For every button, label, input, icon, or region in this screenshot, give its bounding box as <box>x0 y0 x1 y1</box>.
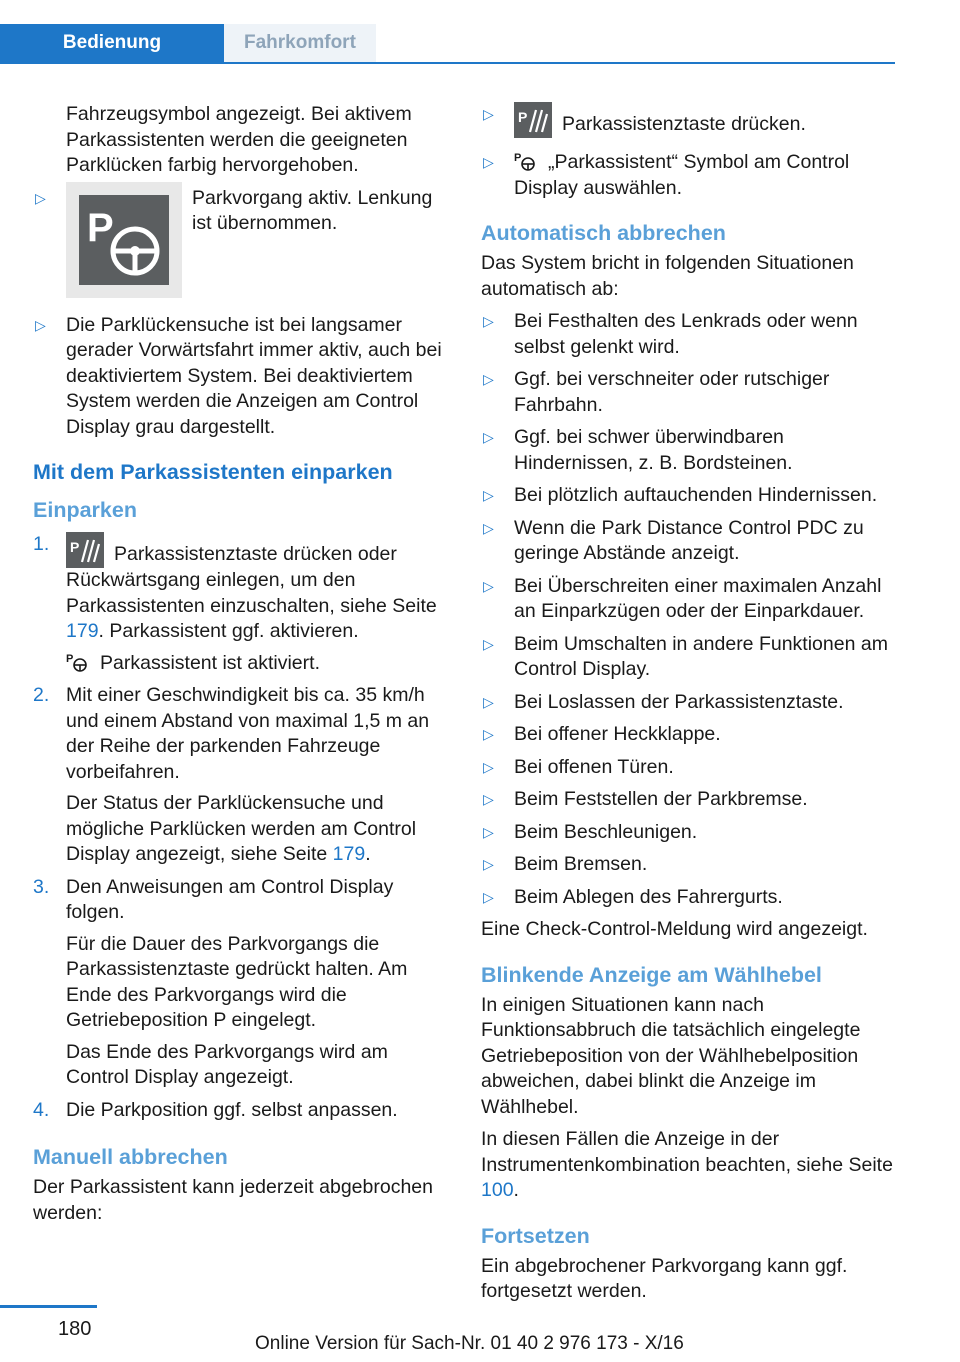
bullet-marker-icon: ▷ <box>35 189 46 206</box>
park-assist-button-icon <box>66 532 104 568</box>
park-steering-icon <box>66 182 182 298</box>
auto-item-text: Wenn die Park Distance Control PDC zu geringe Abstände anzeigt. <box>514 516 864 564</box>
step2-sub-a: Der Status der Parklückensuche und mögliche Parklücken werden am Control Display angezeigt, siehe Seite <box>66 792 417 865</box>
auto-item-text: Ggf. bei verschneiter oder rutschiger Fahrbahn. <box>514 368 830 416</box>
step-number: 1. <box>33 533 50 555</box>
left-column <box>33 102 443 1226</box>
page-number: 180 <box>58 1318 92 1340</box>
auto-item-text: Bei Festhalten des Lenkrads oder wenn selbst gelenkt wird. <box>514 310 858 358</box>
section-heading-einparken: Einparken <box>33 498 137 522</box>
bullet-marker-icon: ▷ <box>483 487 494 503</box>
page-link-179[interactable]: 179 <box>332 843 366 865</box>
step2-text: Mit einer Geschwindigkeit bis ca. 35 km/h und einem Abstand von maximal 1,5 m an der Reihe der parkenden Fahrzeuge vorbeifahren. <box>66 684 430 783</box>
auto-item-text: Bei offenen Türen. <box>514 755 674 778</box>
step-number: 3. <box>33 875 50 898</box>
blink-text-2b: . <box>513 1179 519 1201</box>
blink-text-2a: In diesen Fällen die Anzeige in der Instrumentenkombination beachten, siehe Seite <box>481 1128 893 1176</box>
search-text: Die Parklückensuche ist bei langsamer gerader Vorwärtsfahrt immer aktiv, auch bei deaktiviertem System. Bei deaktiviertem System werden die Anzeigen am Control Display grau dargestellt. <box>66 313 442 438</box>
list-item <box>481 574 896 625</box>
auto-abort-list <box>481 309 896 910</box>
auto-intro: Das System bricht in folgenden Situationen automatisch ab: <box>481 252 854 300</box>
list-item <box>481 425 896 476</box>
bullet-marker-icon: ▷ <box>483 106 494 122</box>
step1-sub: Parkassistent ist aktiviert. <box>100 651 320 674</box>
list-item <box>33 186 443 306</box>
list-item <box>481 150 896 201</box>
svg-text:P: P <box>514 152 522 164</box>
bullet-marker-icon: ▷ <box>483 758 494 775</box>
bullet-marker-icon: ▷ <box>483 519 494 536</box>
auto-item-text: Beim Bremsen. <box>514 853 648 875</box>
auto-item-text: Ggf. bei schwer überwindbaren Hindernissen, z. B. Bordsteinen. <box>514 426 793 474</box>
section-heading-continue: Fortsetzen <box>481 1223 590 1248</box>
continue-text: Ein abgebrochener Parkvorgang kann ggf. fortgesetzt werden. <box>481 1254 848 1302</box>
step4-text: Die Parkposition ggf. selbst anpassen. <box>66 1098 398 1121</box>
auto-item-text: Bei offener Heckklappe. <box>514 723 721 745</box>
step-2 <box>33 683 443 868</box>
auto-item-text: Bei Loslassen der Parkassistenztaste. <box>514 690 844 713</box>
bullet-marker-icon: ▷ <box>483 429 494 445</box>
bullet-marker-icon: ▷ <box>483 635 494 652</box>
bullet-marker-icon: ▷ <box>483 693 494 710</box>
list-item <box>481 787 896 813</box>
park-assist-button-icon <box>514 102 552 138</box>
park-active-text: Parkvorgang aktiv. Lenkung ist übernommen. <box>192 186 433 234</box>
step3-sub1: Für die Dauer des Parkvorgangs die Parkassistenztaste gedrückt halten. Am Ende des Parkvorgangs wird die Getriebeposition P eingelegt. <box>66 932 408 1031</box>
footer-rule <box>0 1305 97 1308</box>
header-tabbar <box>0 24 895 64</box>
manual-text: Der Parkassistent kann jederzeit abgebrochen werden: <box>33 1176 433 1224</box>
list-item <box>481 885 896 911</box>
list-item <box>481 632 896 683</box>
bullet-marker-icon: ▷ <box>483 154 494 170</box>
auto-item-text: Bei Überschreiten einer maximalen Anzahl an Einparkzügen oder der Einparkdauer. <box>514 574 882 622</box>
bullet-marker-icon: ▷ <box>483 371 494 387</box>
bullet-marker-icon: ▷ <box>483 577 494 594</box>
section-heading-main: Mit dem Parkassistenten einparken <box>33 460 393 484</box>
tab-fahrkomfort[interactable]: Fahrkomfort <box>224 24 376 62</box>
step3-text: Den Anweisungen am Control Display folgen. <box>66 875 394 923</box>
auto-item-text: Beim Beschleunigen. <box>514 820 698 843</box>
list-item <box>481 852 896 878</box>
bullet-marker-icon: ▷ <box>483 791 494 807</box>
list-item <box>481 690 896 716</box>
svg-text:P: P <box>518 109 528 125</box>
step-number: 2. <box>33 684 50 706</box>
step-4 <box>33 1098 443 1124</box>
bullet-marker-icon: ▷ <box>483 313 494 329</box>
list-item <box>481 516 896 567</box>
auto-item-text: Beim Feststellen der Parkbremse. <box>514 788 808 810</box>
intro-text: Fahrzeugsymbol angezeigt. Bei aktivem Parkassistenten werden die geeigneten Parklücken farbig hervorgehoben. <box>66 103 412 176</box>
section-heading-blink: Blinkende Anzeige am Wählhebel <box>481 962 822 987</box>
step1-text-a: Parkassistenztaste drücken oder Rückwärtsgang einlegen, um den Parkassistenten einzuschalten, siehe Seite <box>66 543 437 617</box>
step3-sub2: Das Ende des Parkvorgangs wird am Control Display angezeigt. <box>66 1040 388 1088</box>
list-item <box>481 102 896 138</box>
list-item <box>481 483 896 509</box>
bullet-button-text: Parkassistenztaste drücken. <box>562 113 806 135</box>
bullet-marker-icon: ▷ <box>35 316 46 333</box>
auto-item-text: Beim Ablegen des Fahrergurts. <box>514 885 783 908</box>
step-1 <box>33 532 443 676</box>
step-number: 4. <box>33 1098 50 1121</box>
list-item <box>481 755 896 781</box>
page-link-100[interactable]: 100 <box>481 1179 514 1201</box>
right-column <box>481 102 896 1305</box>
step2-sub-b: . <box>365 843 371 865</box>
park-assist-symbol-icon <box>514 150 536 172</box>
bullet-marker-icon: ▷ <box>483 888 494 905</box>
tab-bedienung[interactable]: Bedienung <box>0 24 224 62</box>
blink-text-1: In einigen Situationen kann nach Funktionsabbruch die tatsächlich eingelegte Getriebeposition von der Wählhebelposition abweichen, dabei blinkt die Anzeige im Wählhebel. <box>481 993 861 1118</box>
step-3 <box>33 875 443 1091</box>
list-item <box>33 313 443 441</box>
svg-text:P: P <box>66 652 74 665</box>
auto-item-text: Beim Umschalten in andere Funktionen am Control Display. <box>514 632 888 680</box>
svg-text:P: P <box>87 205 114 250</box>
step1-text-b: . Parkassistent ggf. aktivieren. <box>98 620 359 642</box>
auto-item-text: Bei plötzlich auftauchenden Hindernissen. <box>514 484 878 506</box>
bullet-marker-icon: ▷ <box>483 726 494 742</box>
list-item <box>481 722 896 748</box>
bullet-marker-icon: ▷ <box>483 823 494 840</box>
bullet-symbol-text: „Parkassistent“ Symbol am Control Display auswählen. <box>514 151 850 199</box>
list-item <box>481 820 896 846</box>
section-heading-manual: Manuell abbrechen <box>33 1145 228 1169</box>
bullet-marker-icon: ▷ <box>483 856 494 872</box>
svg-text:P: P <box>70 539 80 555</box>
list-item <box>481 309 896 360</box>
auto-outro: Eine Check-Control-Meldung wird angezeigt. <box>481 918 868 940</box>
list-item <box>481 367 896 418</box>
section-heading-auto: Automatisch abbrechen <box>481 221 726 245</box>
park-assist-symbol-icon <box>66 651 88 673</box>
online-version-text: Online Version für Sach-Nr. 01 40 2 976 173 - X/16 <box>255 1333 684 1354</box>
page-link-179[interactable]: 179 <box>66 620 99 642</box>
